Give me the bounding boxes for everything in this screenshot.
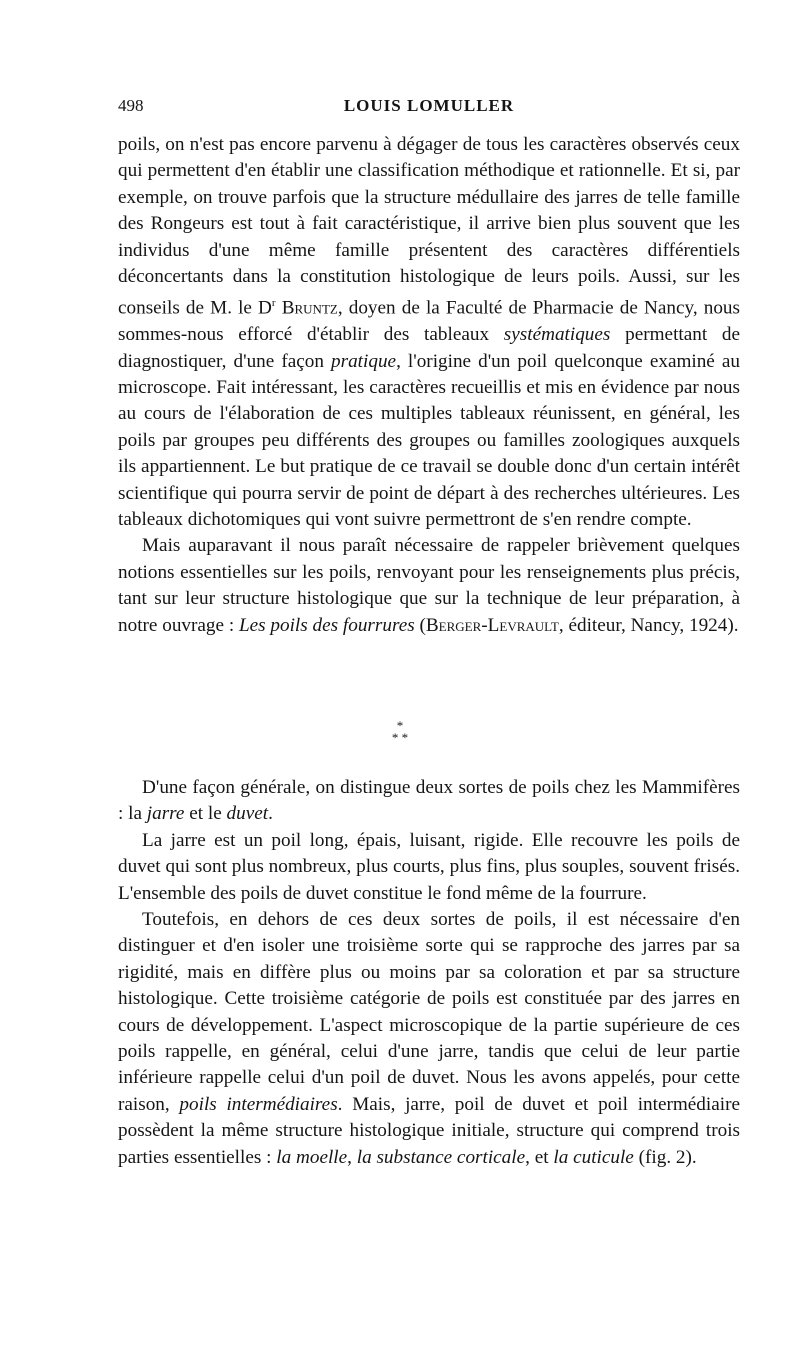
asterism-top: * [396, 718, 404, 733]
page-number: 498 [118, 96, 144, 115]
book-title: Les poils des fourrures [238, 614, 415, 636]
paragraph-5: Toutefois, en dehors de ces deux sortes de poils, il est nécessaire d'en distinguer et d'en isoler une troisième sorte qui se rapproche des jarres par sa rigidité, mais en diffère plus ou moins par sa coloration et par sa structure histologique. Cette troisième catégorie de poils est constituée par des jarres en cours de développement. L'aspect microscopique de la partie supérieure de ces poils rappelle, en général, celui d'une jarre, tandis que celui de leur partie inférieure rappelle celui d'un poil de duvet. Nous les avons appelés, pour cette raison, poils intermédiaires. Mais, jarre, poil de duvet et poil intermédiaire possèdent la même structure histologique initiale, structure qui comprend trois parties essentielles : la moelle, la substance corticale, et la cuticule (fig. 2). [118, 909, 740, 1168]
asterism-bottom: * * [391, 730, 409, 745]
paragraph-1: poils, on n'est pas encore parvenu à dégager de tous les caractères observés ceux qui permettent d'en établir une classification méthodique et rationnelle. Et si, par exemple, on trouve parfois que la structure médullaire des jarres de telle famille des Rongeurs est tout à fait caractéristique, il arrive bien plus souvent que les individus d'une même famille présentent des caractères différentiels déconcertants dans la constitution histologique de leurs poils. Aussi, sur les conseils de M. le $D^r$ Bruntz, doyen de la Faculté de Pharmacie de Nancy, nous sommes-nous efforcé d'établir des tableaux systématiques permettant de diagnostiquer, d'une façon pratique, l'origine d'un poil quelconque examiné au microscope. Fait intéressant, les caractères recueillis et mis en évidence par nous au cours de l'élaboration de ces multiples tableaux réunissent, en général, les poils par groupes peu différents des groupes ou familles zoologiques auxquels ils appartiennent. Le but pratique de ce travail se double donc d'un certain intérêt scientifique qui pourra servir de point de départ à des recherches ultérieures. Les tableaux dichotomiques qui vont suivre permettront de s'en rendre compte. [118, 134, 741, 531]
body-text-bottom [118, 775, 740, 1171]
running-head: LOUIS LOMULLER [343, 96, 515, 115]
author-name: Bruntz [281, 297, 338, 319]
paragraph-2: Mais auparavant il nous paraît nécessaire de rappeler brièvement quelques notions essentielles sur les poils, renvoyant pour les renseignements plus précis, tant sur leur structure histologique que sur la technique de leur préparation, à notre ouvrage : Les poils des fourrures (Berger-Levrault, éditeur, Nancy, 1924). [118, 535, 740, 636]
page-header [118, 96, 740, 122]
body-text-top [118, 132, 740, 639]
publisher-name: Berger-Levrault [425, 614, 559, 636]
paragraph-4: La jarre est un poil long, épais, luisant, rigide. Elle recouvre les poils de duvet qui sont plus nombreux, plus courts, plus fins, plus souples, souvent frisés. L'ensemble des poils de duvet constitue le fond même de la fourrure. [118, 829, 740, 904]
paragraph-3: D'une façon générale, on distingue deux sortes de poils chez les Mammifères : la jarre et le duvet. [118, 777, 740, 825]
section-separator [0, 720, 800, 744]
doctor-superscript: r [271, 297, 276, 310]
